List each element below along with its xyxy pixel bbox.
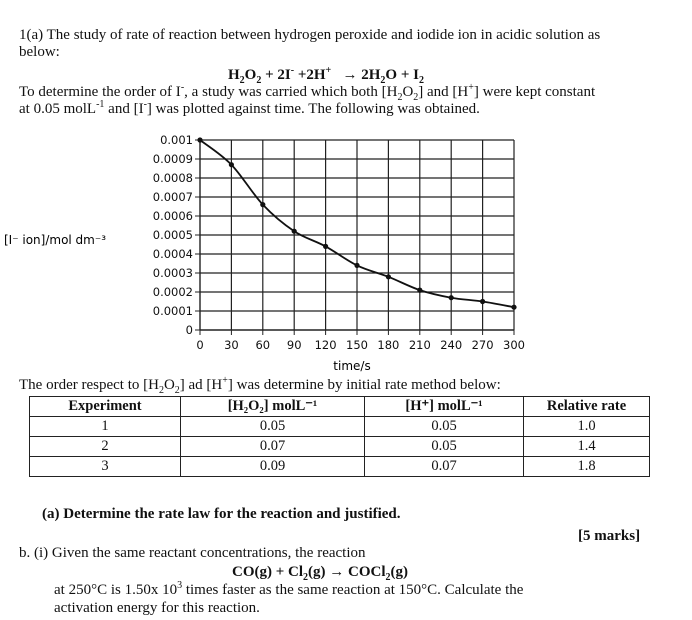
x-tick-label: 30 (224, 338, 239, 352)
data-point (292, 229, 297, 234)
question-line-1: 1(a) The study of rate of reaction between hydrogen peroxide and iodide ion in acidic solution as (19, 27, 601, 43)
y-tick-label: 0.0005 (152, 228, 193, 242)
x-tick-label: 210 (408, 338, 431, 352)
y-tick-label: 0.0002 (152, 285, 193, 299)
x-tick-label: 240 (440, 338, 463, 352)
y-tick-label: 0.0003 (152, 266, 193, 280)
table-row: 1 0.05 0.05 1.0 (30, 417, 650, 437)
x-axis-label: time/s (333, 359, 371, 373)
data-point (323, 244, 328, 249)
x-tick-label: 90 (286, 338, 302, 352)
y-tick-labels (153, 133, 193, 337)
x-tick-label: 180 (377, 338, 400, 352)
order-intro: The order respect to $[H_2O_2]$ ad [H+] was determine by initial rate method below: (19, 375, 501, 396)
initial-rate-table (29, 396, 650, 477)
data-point (197, 137, 202, 142)
y-tick-label: 0.0004 (152, 247, 193, 261)
y-tick-label: 0 (185, 323, 193, 337)
data-point (449, 295, 454, 300)
header-experiment: Experiment (30, 397, 181, 417)
data-point (386, 274, 391, 279)
reaction-equation: $H_2O_2 + 2I^- +2H^+$ → $2H_2O + I_2$ (228, 65, 424, 86)
data-point (260, 202, 265, 207)
table-row: 3 0.09 0.07 1.8 (30, 457, 650, 477)
part-b-line-3: activation energy for this reaction. (54, 600, 260, 616)
x-tick-label: 120 (314, 338, 337, 352)
part-b-line-1: b. (i) Given the same reactant concentrations, the reaction (19, 545, 366, 561)
y-tick-label: 0.0009 (152, 152, 193, 166)
x-tick-label: 0 (196, 338, 204, 352)
part-b-line-2: at 250°C is 1.50x $10^3$ times faster as the same reaction at 150°C. Calculate the (54, 580, 524, 598)
question-line-2: below: (19, 44, 60, 60)
y-tick-label: 0.001 (160, 133, 193, 147)
y-tick-label: 0.0007 (152, 190, 193, 204)
header-h-plus: [H⁺] molL⁻¹ (365, 397, 524, 417)
y-tick-label: 0.0001 (152, 304, 193, 318)
chart-grid (200, 140, 514, 330)
data-point (354, 263, 359, 268)
part-a-question: (a) Determine the rate law for the reaction and justified. (42, 506, 401, 522)
chart-axes (195, 138, 514, 335)
x-tick-label: 270 (471, 338, 494, 352)
y-tick-label: 0.0006 (152, 209, 193, 223)
header-relative-rate: Relative rate (524, 397, 650, 417)
table-row: 2 0.07 0.05 1.4 (30, 437, 650, 457)
marks-label: [5 marks] (578, 528, 641, 544)
question-line-4: at 0.05 molL$^{-1}$ and [I-] was plotted against time. The following was obtained. (19, 99, 480, 117)
data-point (417, 288, 422, 293)
part-b-equation: $CO(g) + Cl_2(g)$ → COCl$_2$(g) (232, 564, 409, 583)
data-point (480, 299, 485, 304)
y-axis-label: [I⁻ ion]/mol dm⁻³ (4, 233, 107, 247)
y-tick-label: 0.0008 (152, 171, 193, 185)
question-line-3: To determine the order of I-, a study was carried which both $[H_2O_2]$ and [H+] were kept constant (19, 82, 596, 103)
table-header-row (30, 397, 650, 417)
x-tick-label: 60 (255, 338, 271, 352)
concentration-time-chart (0, 128, 692, 378)
data-point (229, 162, 234, 167)
x-tick-labels (196, 338, 525, 352)
data-point (511, 305, 516, 310)
x-tick-label: 300 (503, 338, 525, 352)
header-h2o2: [H₂O₂] molL⁻¹ (181, 397, 365, 417)
x-tick-label: 150 (346, 338, 368, 352)
